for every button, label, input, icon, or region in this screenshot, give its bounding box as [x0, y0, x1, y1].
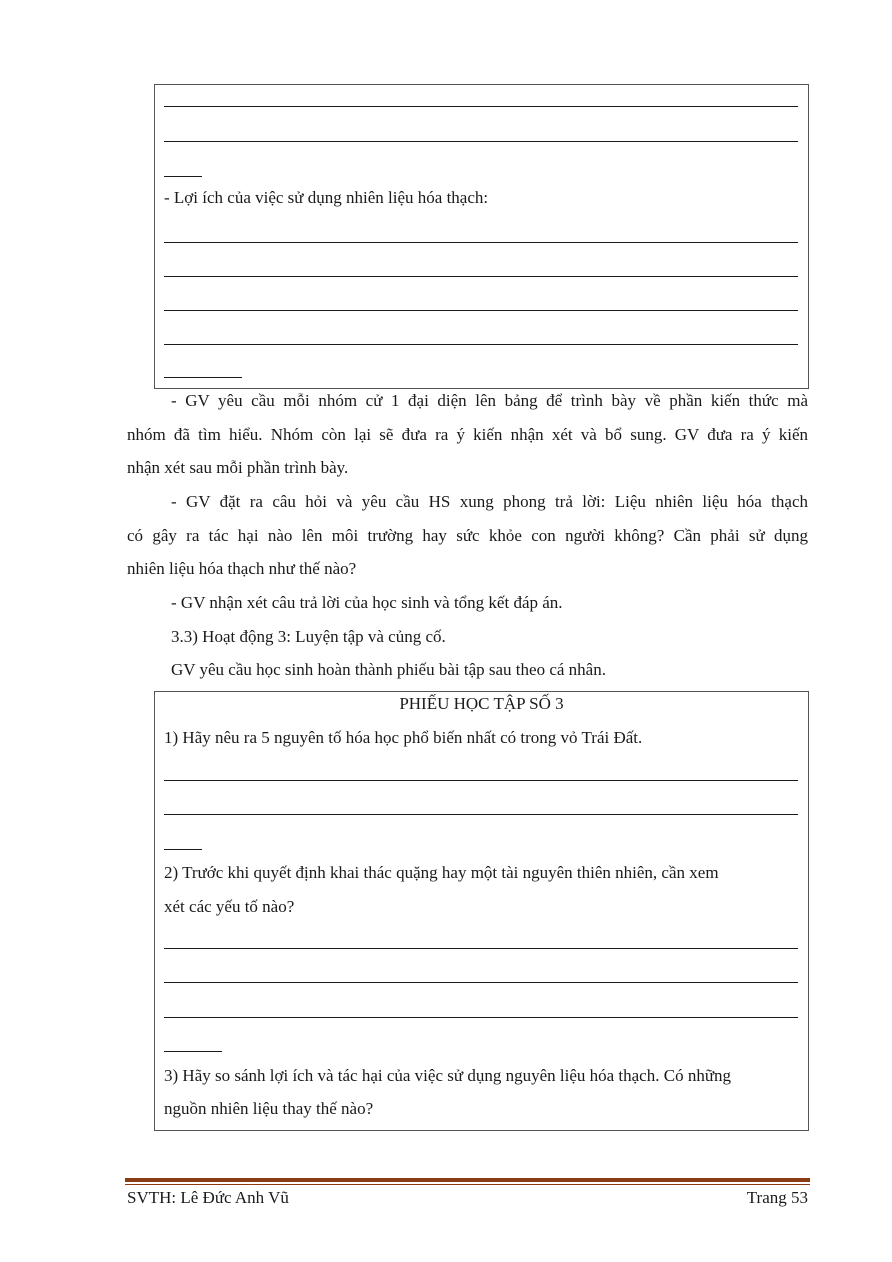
answer-line: [164, 344, 798, 345]
answer-line: [164, 1051, 222, 1052]
footer-rule-thin: [125, 1184, 810, 1185]
question-text: xét các yếu tố nào?: [164, 897, 295, 916]
answer-line: [164, 176, 202, 177]
answer-line: [164, 310, 798, 311]
paragraph-line: nhóm đã tìm hiểu. Nhóm còn lại sẽ đưa ra ý kiến nhận xét và bổ sung. GV đưa ra ý kiến: [127, 425, 808, 444]
footer-author: SVTH: Lê Đức Anh Vũ: [127, 1188, 289, 1207]
answer-line: [164, 780, 798, 781]
worksheet-box-3: [154, 691, 809, 1131]
answer-line: [164, 814, 798, 815]
paragraph-line: - GV đặt ra câu hỏi và yêu cầu HS xung phong trả lời: Liệu nhiên liệu hóa thạch: [171, 492, 808, 511]
answer-line: [164, 276, 798, 277]
page-number: Trang 53: [746, 1188, 808, 1207]
paragraph-line: GV yêu cầu học sinh hoàn thành phiếu bài tập sau theo cá nhân.: [171, 660, 606, 679]
paragraph-line: có gây ra tác hại nào lên môi trường hay sức khỏe con người không? Cần phải sử dụng: [127, 526, 808, 545]
worksheet-box-continued: [154, 84, 809, 389]
question-text: 1) Hãy nêu ra 5 nguyên tố hóa học phổ biến nhất có trong vỏ Trái Đất.: [164, 728, 643, 747]
paragraph-line: - GV nhận xét câu trả lời của học sinh và tổng kết đáp án.: [171, 593, 563, 612]
question-text: nguồn nhiên liệu thay thế nào?: [164, 1099, 374, 1118]
answer-line: [164, 106, 798, 107]
answer-line: [164, 982, 798, 983]
answer-line: [164, 141, 798, 142]
answer-line: [164, 377, 242, 378]
paragraph-line: nhiên liệu hóa thạch như thế nào?: [127, 559, 357, 578]
answer-line: [164, 242, 798, 243]
question-text: 3) Hãy so sánh lợi ích và tác hại của việc sử dụng nguyên liệu hóa thạch. Có những: [164, 1066, 732, 1085]
paragraph-line: - GV yêu cầu mỗi nhóm cử 1 đại diện lên bảng để trình bày về phần kiến thức mà: [171, 391, 808, 410]
question-text: - Lợi ích của việc sử dụng nhiên liệu hóa thạch:: [164, 188, 489, 207]
footer-rule: [125, 1178, 810, 1182]
worksheet-title: PHIẾU HỌC TẬP SỐ 3: [399, 694, 564, 713]
answer-line: [164, 1017, 798, 1018]
paragraph-line: nhận xét sau mỗi phần trình bày.: [127, 458, 349, 477]
answer-line: [164, 849, 202, 850]
answer-line: [164, 948, 798, 949]
section-heading: 3.3) Hoạt động 3: Luyện tập và củng cố.: [171, 627, 446, 646]
question-text: 2) Trước khi quyết định khai thác quặng hay một tài nguyên thiên nhiên, cần xem: [164, 863, 719, 882]
